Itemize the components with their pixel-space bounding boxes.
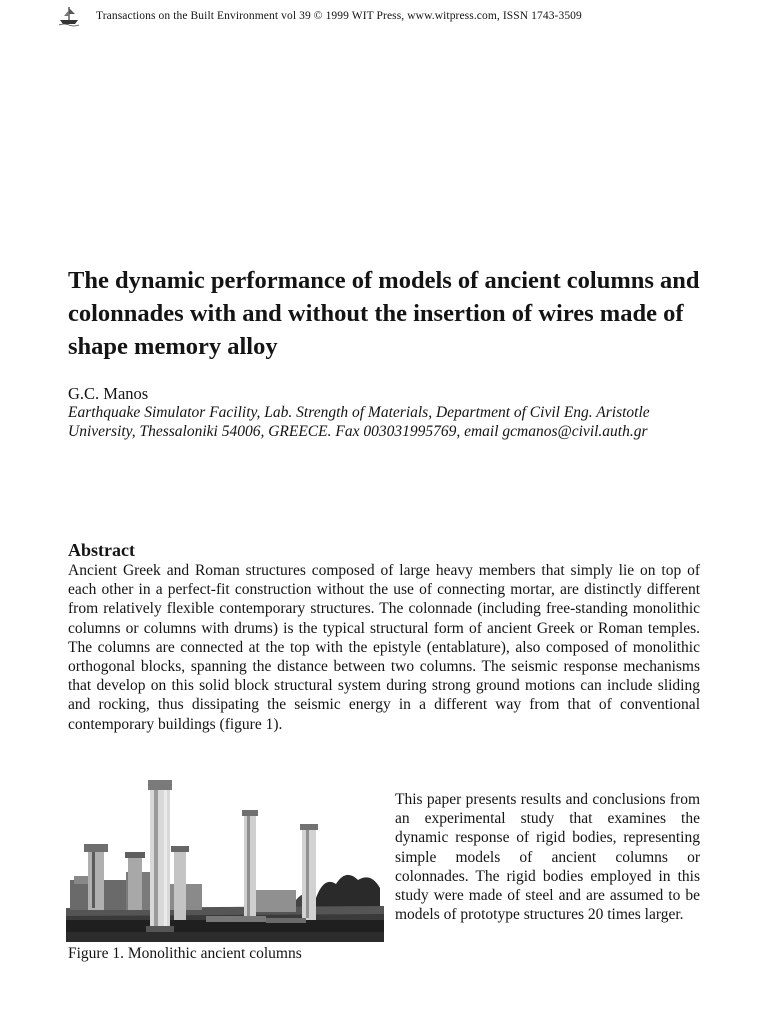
paper-title: The dynamic performance of models of ancient columns and colonnades with and without the insertion of wires made of shape memory alloy [68,267,700,360]
page-header [58,4,582,28]
author-affiliation: Earthquake Simulator Facility, Lab. Strength of Materials, Department of Civil Eng. Aristotle University, Thessaloniki 54006, GREECE. Fax 003031995769, email gcmanos@civil.auth.gr [68,404,650,440]
abstract-heading: Abstract [68,540,135,560]
figure-caption: Figure 1. Monolithic ancient columns [68,945,302,962]
ship-logo-icon [58,5,80,27]
journal-header-text: Transactions on the Built Environment vol 39 © 1999 WIT Press, www.witpress.com, ISSN 1743-3509 [96,10,582,22]
author-name: G.C. Manos [68,384,149,403]
abstract-text: Ancient Greek and Roman structures composed of large heavy members that simply lie on top of each other in a perfect-fit construction without the use of connecting mortar, are distinctly different from relatively flexible contemporary structures. The colonnade (including free-standing monolithic columns or columns with drums) is the typical structural form of ancient Greek or Roman temples. The columns are connected at the top with the epistyle (entablature), also composed of monolithic orthogonal blocks, spanning the distance between two columns. The seismic response mechanisms that develop on this solid block structural system during strong ground motions can include sliding and rocking, thus dissipating the seismic energy in a different way from that of conventional contemporary buildings (figure 1). [68,562,700,733]
figure-photo [66,780,384,942]
abstract-continuation-text: This paper presents results and conclusions from an experimental study that examines the dynamic response of rigid bodies, representing simple models of ancient columns or colonnades. The rigid bodies employed in this study were made of steel and are assumed to be models of prototype structures 20 times larger. [395,791,700,924]
